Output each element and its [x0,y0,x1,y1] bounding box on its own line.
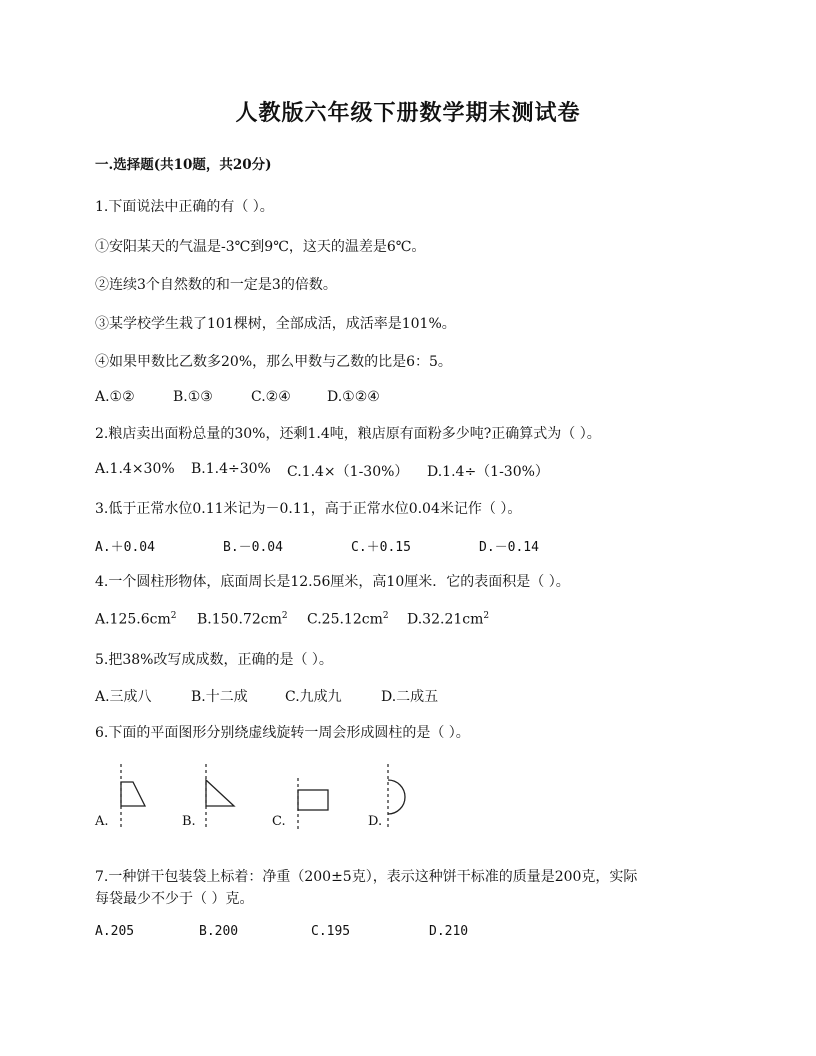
figure-c[interactable] [272,762,342,836]
option-b-exponent: 2 [281,611,288,621]
question-4-stem: 4.一个圆柱形物体，底面周长是12.56厘米，高10厘米．它的表面积是（ ）。 [95,574,570,590]
option-b[interactable]: B.十二成 [191,689,248,705]
option-a[interactable]: A.①② [95,389,135,405]
option-c[interactable] [307,611,389,628]
option-d[interactable]: D.①②④ [327,389,380,405]
option-a-exponent: 2 [170,611,177,621]
section-heading: 一.选择题(共10题，共20分) [95,157,272,173]
page-title: 人教版六年级下册数学期末测试卷 [235,100,581,126]
question-1-stem: 1.下面说法中正确的有（ ）。 [95,199,274,215]
option-d[interactable]: D.二成五 [381,689,439,705]
option-c[interactable]: C.②④ [251,389,291,405]
question-2-stem: 2.粮店卖出面粉总量的30%，还剩1.4吨，粮店原有面粉多少吨?正确算式为（ ）。 [95,426,601,442]
option-a[interactable] [95,611,177,628]
option-a[interactable]: A.1.4×30% [95,461,175,477]
option-b[interactable]: B.1.4÷30% [191,461,271,477]
option-b-text: B.150.72cm [197,611,282,628]
figure-b[interactable] [182,762,242,836]
question-1-statement-3: ③某学校学生栽了101棵树，全部成活，成活率是101%。 [95,316,456,332]
figure-a[interactable] [95,762,155,836]
option-d[interactable]: D.210 [429,924,469,939]
option-d[interactable]: D.－0.14 [479,540,539,555]
figure-b-label: B. [182,814,196,829]
question-3-stem: 3.低于正常水位0.11米记为－0.11，高于正常水位0.04米记作（ ）。 [95,501,522,517]
figure-a-label: A. [95,814,109,829]
question-6-stem: 6.下面的平面图形分别绕虚线旋转一周会形成圆柱的是（ ）。 [95,725,470,741]
option-a-text: A.125.6cm [95,611,171,628]
option-c[interactable]: C.九成九 [285,689,342,705]
figure-c-label: C. [272,814,286,829]
option-c[interactable]: C.1.4×（1-30%） [287,464,409,480]
question-1-statement-1: ①安阳某天的气温是-3℃到9℃，这天的温差是6℃。 [95,239,426,255]
figure-d[interactable] [368,762,428,836]
question-7-stem-line-1: 7.一种饼干包装袋上标着：净重（200±5克），表示这种饼干标准的质量是200克，实际 [95,869,638,885]
question-7-stem-line-2: 每袋最少不少于（ ）克。 [95,891,254,907]
option-c-exponent: 2 [382,611,389,621]
option-d[interactable] [407,611,489,628]
option-d-exponent: 2 [483,611,490,621]
option-c[interactable]: C.＋0.15 [351,540,411,555]
option-b[interactable]: B.①③ [173,389,213,405]
question-1-statement-2: ②连续3个自然数的和一定是3的倍数。 [95,277,337,293]
figure-d-label: D. [368,814,383,829]
question-5-stem: 5.把38%改写成成数，正确的是（ ）。 [95,652,333,668]
option-d-text: D.32.21cm [407,611,484,628]
option-c[interactable]: C.195 [311,924,351,939]
option-b[interactable]: B.－0.04 [223,540,283,555]
option-a[interactable]: A.三成八 [95,689,152,705]
option-d[interactable]: D.1.4÷（1-30%） [427,464,549,480]
option-c-text: C.25.12cm [307,611,383,628]
option-b[interactable]: B.200 [199,924,239,939]
option-b[interactable] [197,611,288,628]
question-1-statement-4: ④如果甲数比乙数多20%，那么甲数与乙数的比是6：5。 [95,354,452,370]
option-a[interactable]: A.＋0.04 [95,540,155,555]
option-a[interactable]: A.205 [95,924,135,939]
